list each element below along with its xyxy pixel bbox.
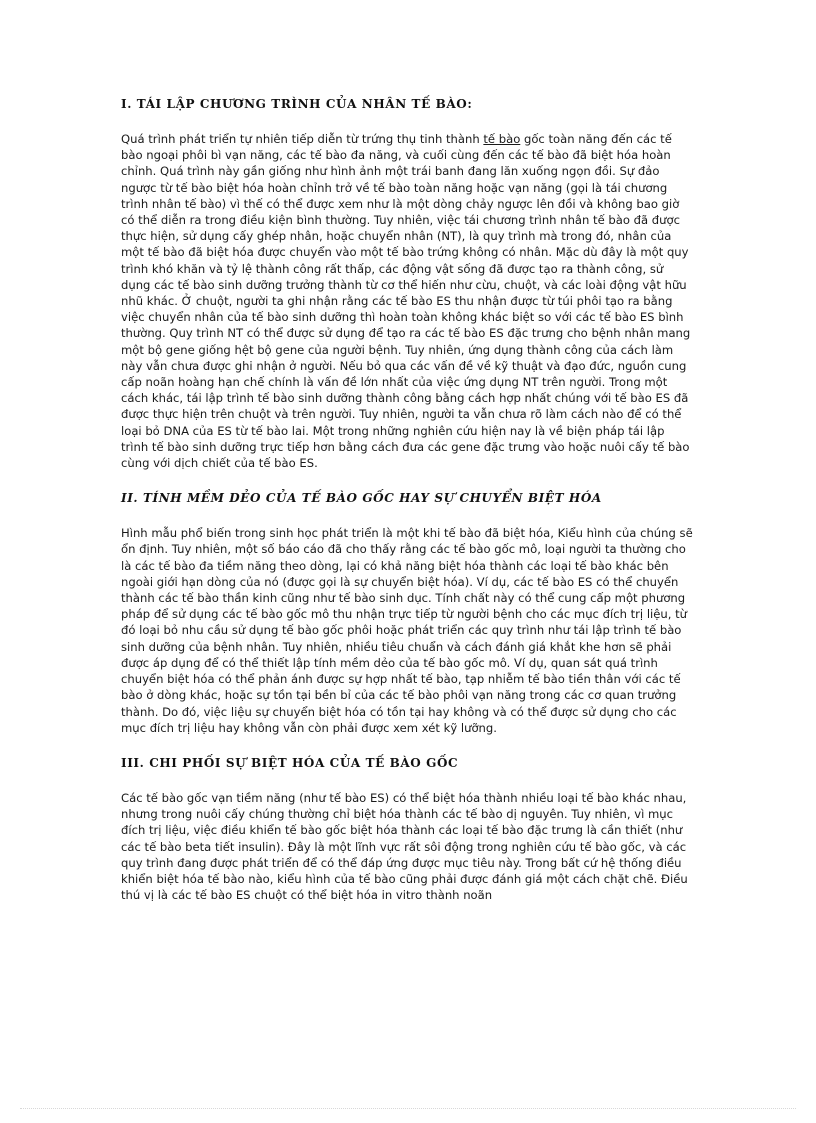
section-paragraph bbox=[121, 131, 695, 471]
section-nuclear-reprogramming bbox=[121, 96, 695, 471]
section-transdifferentiation bbox=[121, 490, 695, 736]
inline-link[interactable]: tế bào bbox=[483, 132, 521, 146]
section-heading: II. TÍNH MỀM DẺO CỦA TẾ BÀO GỐC HAY SỰ CHUYỂN BIỆT HÓA bbox=[121, 491, 602, 506]
section-heading: I. TÁI LẬP CHƯƠNG TRÌNH CỦA NHÂN TẾ BÀO: bbox=[121, 97, 473, 111]
section-paragraph: Hình mẫu phổ biến trong sinh học phát triển là một khi tế bào đã biệt hóa, Kiểu hình của chúng sẽ ổn định. Tuy nhiên, một số báo cáo đã cho thấy rằng các tế bào gốc mô, loại người ta thường cho là các tế bào đa tiềm năng theo dòng, lại có khả năng biệt hóa thành các loại tế bào khác bên ngoài giới hạn dòng của nó (được gọi là sự chuyển biệt hóa). Ví dụ, các tế bào ES có thể chuyển thành các tế bào thần kinh cũng như tế bào sinh dục. Tính chất này có thể cung cấp một phương pháp để sử dụng các tế bào gốc mô thu nhận trực tiếp từ người bệnh cho các mục đích trị liệu, từ đó loại bỏ nhu cầu sử dụng tế bào gốc phôi hoặc phát triển các quy trình như tái lập trình tế bào sinh dưỡng của bệnh nhân. Tuy nhiên, nhiều tiêu chuẩn và cách đánh giá khắt khe hơn sẽ phải được áp dụng để có thể thiết lập tính mềm dẻo của tế bào gốc mô. Ví dụ, quan sát quá trình chuyển biệt hóa có thể phản ánh được sự hợp nhất tế bào, tạp nhiễm tế bào tiền thân với các tế bào ở dòng khác, hoặc sự tồn tại bền bỉ của các tế bào phôi vạn năng trong các cơ quan trưởng thành. Do đó, việc liệu sự chuyển biệt hóa có tồn tại hay không và có thể được sử dụng cho các mục đích trị liệu hay không vẫn còn phải được xem xét kỹ lưỡng. bbox=[121, 526, 693, 735]
section-differentiation-control bbox=[121, 755, 695, 903]
document-body bbox=[121, 96, 695, 922]
paragraph-text: Quá trình phát triển tự nhiên tiếp diễn từ trứng thụ tinh thành bbox=[121, 132, 484, 146]
page-bottom-divider bbox=[20, 1108, 796, 1109]
section-heading: III. CHI PHỐI SỰ BIỆT HÓA CỦA TẾ BÀO GỐC bbox=[121, 755, 459, 770]
section-paragraph: Các tế bào gốc vạn tiềm năng (như tế bào ES) có thể biệt hóa thành nhiều loại tế bào khác nhau, nhưng trong nuôi cấy chúng thường chỉ biệt hóa thành các tế bào dị nguyên. Tuy nhiên, vì mục đích trị liệu, việc điều khiển tế bào gốc biệt hóa thành các loại tế bào đặc trưng là cần thiết (như các tế bào beta tiết insulin). Đây là một lĩnh vực rất sôi động trong nghiên cứu tế bào gốc, và các quy trình đang được phát triển để có thể đáp ứng được mục tiêu này. Trong bất cứ hệ thống điều khiển biệt hóa tế bào nào, kiểu hình của tế bào cũng phải được đánh giá một cách chặt chẽ. Điều thú vị là các tế bào ES chuột có thể biệt hóa in vitro thành noãn bbox=[121, 790, 688, 903]
paragraph-text: gốc toàn năng đến các tế bào ngoại phôi bì vạn năng, các tế bào đa năng, và cuối cùng đến các tế bào đã biệt hóa hoàn chỉnh. Quá trình này gần giống như hình ảnh một trái banh đang lăn xuống ngọn đồi. Sự đảo ngược từ tế bào biệt hóa hoàn chỉnh trở về tế bào toàn năng hoặc vạn năng (gọi là tái chương trình nhân tế bào) vì thế có thể được xem như là một dòng chảy ngược lên đồi và không bao giờ có thể diễn ra trong điều kiện bình thường. Tuy nhiên, việc tái chương trình nhân tế bào đã được thực hiện, sử dụng cấy ghép nhân, hoặc chuyển nhân (NT), là quy trình mà trong đó, nhân của một tế bào đã biệt hóa được chuyển vào một tế bào trứng không có nhân. Mặc dù đây là một quy trình khó khăn và tỷ lệ thành công rất thấp, các động vật sống đã được tạo ra thành công, sử dụng các tế bào sinh dưỡng trưởng thành từ cơ thể hiến như cừu, chuột, và các loài động vật hữu nhũ khác. Ở chuột, người ta ghi nhận rằng các tế bào ES thu nhận được từ túi phôi tạo ra bằng việc chuyển nhân của tế bào sinh dưỡng thì hoàn toàn không khác biệt so với các tế bào ES bình thường. Quy trình NT có thể được sử dụng để tạo ra các tế bào ES đặc trưng cho bệnh nhân mang một bộ gene giống hệt bộ gene của người bệnh. Tuy nhiên, ứng dụng thành công của cách làm này vẫn chưa được ghi nhận ở người. Nếu bỏ qua các vấn đề về kỹ thuật và đạo đức, nguồn cung cấp noãn hoàng hạn chế chính là vấn đề lớn nhất của việc ứng dụng NT trên người. Trong một cách khác, tái lập trình tế bào sinh dưỡng thành công bằng cách hợp nhất chúng với tế bào ES đã được thực hiện trên chuột và trên người. Tuy nhiên, người ta vẫn chưa rõ làm cách nào để có thể loại bỏ DNA của ES từ tế bào lai. Một trong những nghiên cứu hiện nay là về biện pháp tái lập trình tế bào sinh dưỡng trực tiếp hơn bằng cách đưa các gene đặc trưng vào hoặc nuôi cấy tế bào cùng với dịch chiết của tế bào ES. bbox=[121, 132, 691, 471]
